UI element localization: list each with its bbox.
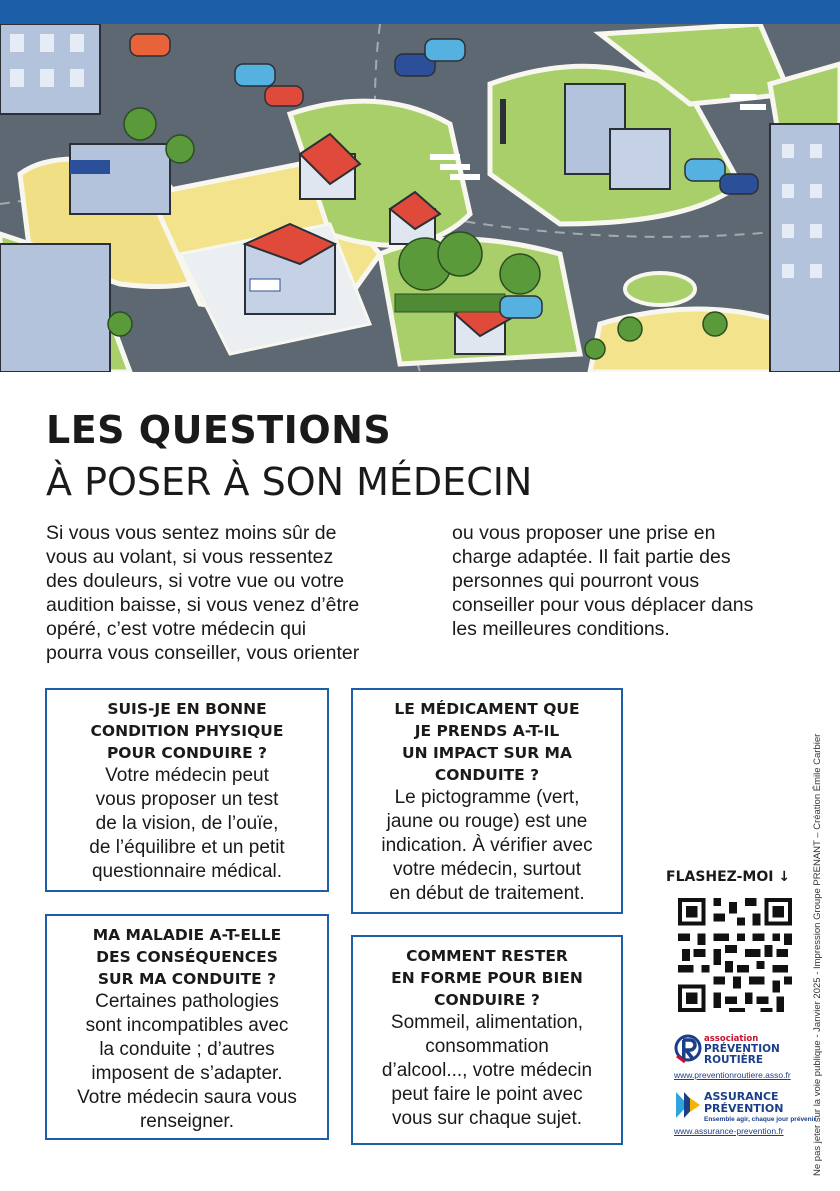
question-box-illness (45, 914, 329, 1140)
intro-line: personnes qui pourront vous (452, 570, 700, 592)
intro-line: pourra vous conseiller, vous orienter (46, 642, 360, 664)
intro-line: audition baisse, si vous venez d’être (46, 594, 360, 616)
question-answer: Le pictogramme (vert, jaune ou rouge) est une indication. À vérifier avec votre médecin, surtout en début de traitement. (381, 787, 593, 904)
question-box-medication (351, 688, 623, 914)
intro-line: charge adaptée. Il fait partie des (452, 546, 731, 568)
question-box-physical-condition (45, 688, 329, 892)
intro-column-left (46, 521, 406, 665)
prevention-routiere-logo[interactable] (674, 1030, 804, 1082)
intro-line: les meilleures conditions. (452, 618, 670, 640)
prevention-routiere-name: association PRÉVENTION ROUTIÈRE (704, 1034, 780, 1066)
assurance-prevention-emblem-icon (674, 1090, 702, 1120)
question-title: COMMENT RESTER EN FORME POUR BIEN CONDUIRE ? (391, 947, 583, 1009)
intro-line: ou vous proposer une prise en (452, 522, 716, 544)
intro-line: des douleurs, si votre vue ou votre (46, 570, 345, 592)
intro-line: vous au volant, si vous ressentez (46, 546, 334, 568)
page-subtitle: À POSER À SON MÉDECIN (46, 460, 533, 504)
question-box-stay-fit (351, 935, 623, 1145)
question-answer: Votre médecin peut vous proposer un test de la vision, de l’ouïe, de l’équilibre et un petit questionnaire médical. (89, 765, 285, 882)
intro-line: opéré, c’est votre médecin qui (46, 618, 307, 640)
assurance-prevention-logo[interactable] (674, 1088, 816, 1142)
question-title: LE MÉDICAMENT QUE JE PRENDS A-T-IL UN IMPACT SUR MA CONDUITE ? (394, 700, 580, 784)
prevention-routiere-url[interactable]: www.preventionroutiere.asso.fr (674, 1070, 791, 1080)
qr-code[interactable] (678, 898, 792, 1012)
prevention-routiere-emblem-icon (674, 1032, 702, 1066)
assurance-prevention-tagline: Ensemble agir, chaque jour prévenir (704, 1116, 816, 1123)
flash-me-label: FLASHEZ-MOI ↓ (666, 869, 791, 885)
city-illustration (0, 24, 840, 372)
print-credits-vertical: Ne pas jeter sur la voie publique - Janvier 2025 - Impression Groupe PRENANT – Création Émile Carbier (812, 733, 823, 1176)
top-blue-band (0, 0, 840, 24)
question-answer: Certaines pathologies sont incompatibles avec la conduite ; d’autres imposent de s’adapter. Votre médecin saura vous renseigner. (77, 991, 297, 1132)
page-title: LES QUESTIONS (46, 408, 392, 452)
question-title: MA MALADIE A-T-ELLE DES CONSÉQUENCES SUR MA CONDUITE ? (92, 926, 282, 988)
assurance-prevention-url[interactable]: www.assurance-prevention.fr (674, 1126, 784, 1136)
question-answer: Sommeil, alimentation, consommation d’alcool..., votre médecin peut faire le point avec vous sur chaque sujet. (381, 1012, 593, 1129)
intro-column-right (452, 521, 812, 641)
intro-line: conseiller pour vous déplacer dans (452, 594, 754, 616)
intro-line: Si vous vous sentez moins sûr de (46, 522, 337, 544)
question-title: SUIS-JE EN BONNE CONDITION PHYSIQUE POUR CONDUIRE ? (90, 700, 284, 762)
assurance-prevention-name: ASSURANCE PRÉVENTION (704, 1090, 784, 1115)
